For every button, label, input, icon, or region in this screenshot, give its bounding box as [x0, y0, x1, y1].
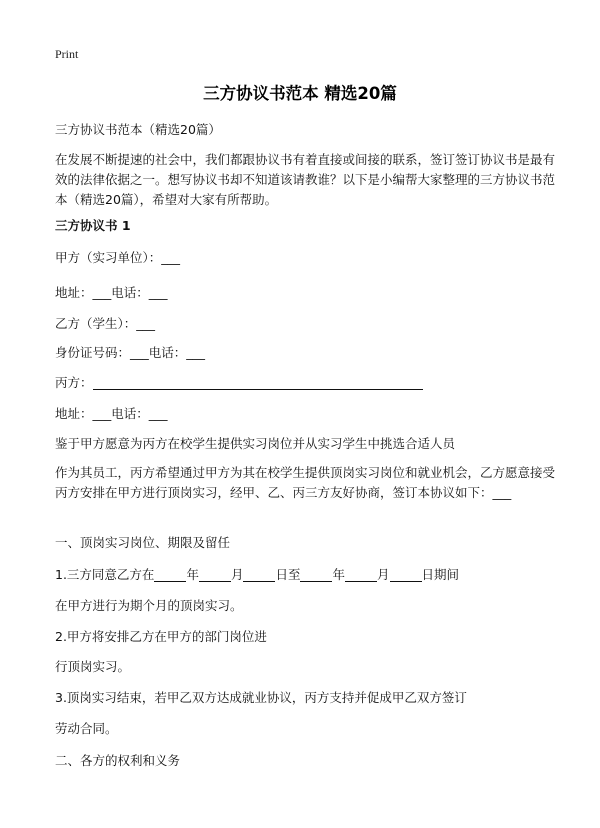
- recital-line-1: 鉴于甲方愿意为丙方在校学生提供实习岗位并从实习学生中挑选合适人员: [55, 436, 456, 451]
- clause-1-3-line: 3.顶岗实习结束，若甲乙双方达成就业协议，丙方支持并促成甲乙双方签订: [55, 690, 467, 705]
- document-subtitle: 三方协议书范本（精选20篇）: [55, 122, 221, 137]
- print-link[interactable]: Print: [55, 47, 79, 61]
- year-label-1: 年: [186, 567, 199, 582]
- party-b-line: 乙方（学生）：___: [55, 316, 156, 331]
- clause-1-2-continuation: 行顶岗实习。: [55, 659, 131, 674]
- party-c-line: [55, 373, 423, 393]
- clause-1-1-prefix: 1.三方同意乙方在: [55, 567, 155, 582]
- blank-month-2: [345, 567, 377, 582]
- party-c-blank: [93, 375, 423, 390]
- blank-month-1: [199, 567, 231, 582]
- section-heading: 三方协议书 1: [55, 218, 131, 233]
- blank-day-2: [390, 567, 422, 582]
- clause-1-1-continuation: 在甲方进行为期个月的顶岗实习。: [55, 598, 243, 613]
- party-a-line: 甲方（实习单位）：___: [55, 250, 181, 265]
- document-title: 三方协议书范本 精选20篇: [203, 84, 397, 103]
- clause-2-heading: 二、各方的权利和义务: [55, 753, 181, 768]
- month-label-2: 月: [377, 567, 390, 582]
- clause-1-heading: 一、顶岗实习岗位、期限及留任: [55, 535, 231, 550]
- recital-paragraph-2: 作为其员工，丙方希望通过甲方为其在校学生提供顶岗实习岗位和就业机会，乙方愿意接受丙方安排在甲方进行顶岗实习，经甲、乙、丙三方友好协商，签订本协议如下：___: [55, 465, 556, 500]
- intro-paragraph: 在发展不断提速的社会中，我们都跟协议书有着直接或间接的联系，签订签订协议书是最有效的法律依据之一。想写协议书却不知道该请教谁？以下是小编帮大家整理的三方协议书范本（精选20篇），希望对大家有所帮助。: [55, 152, 556, 207]
- day-label-1: 日至: [275, 567, 301, 582]
- clause-1-2-line: 2.甲方将安排乙方在甲方的部门岗位进: [55, 629, 267, 644]
- clause-1-3-continuation: 劳动合同。: [55, 721, 118, 736]
- year-label-2: 年: [332, 567, 345, 582]
- address-line-1: 地址：___电话：___: [55, 285, 168, 300]
- month-label-1: 月: [230, 567, 244, 582]
- blank-year-1: [154, 567, 186, 582]
- address-line-2: 地址：___电话：___: [55, 406, 168, 421]
- id-number-line: 身份证号码：___电话：___: [55, 345, 206, 360]
- clause-1-1-line: [55, 565, 459, 585]
- party-c-label: 丙方：: [55, 375, 93, 390]
- blank-day-1: [243, 567, 275, 582]
- blank-year-2: [300, 567, 332, 582]
- period-label: 日期间: [421, 567, 460, 582]
